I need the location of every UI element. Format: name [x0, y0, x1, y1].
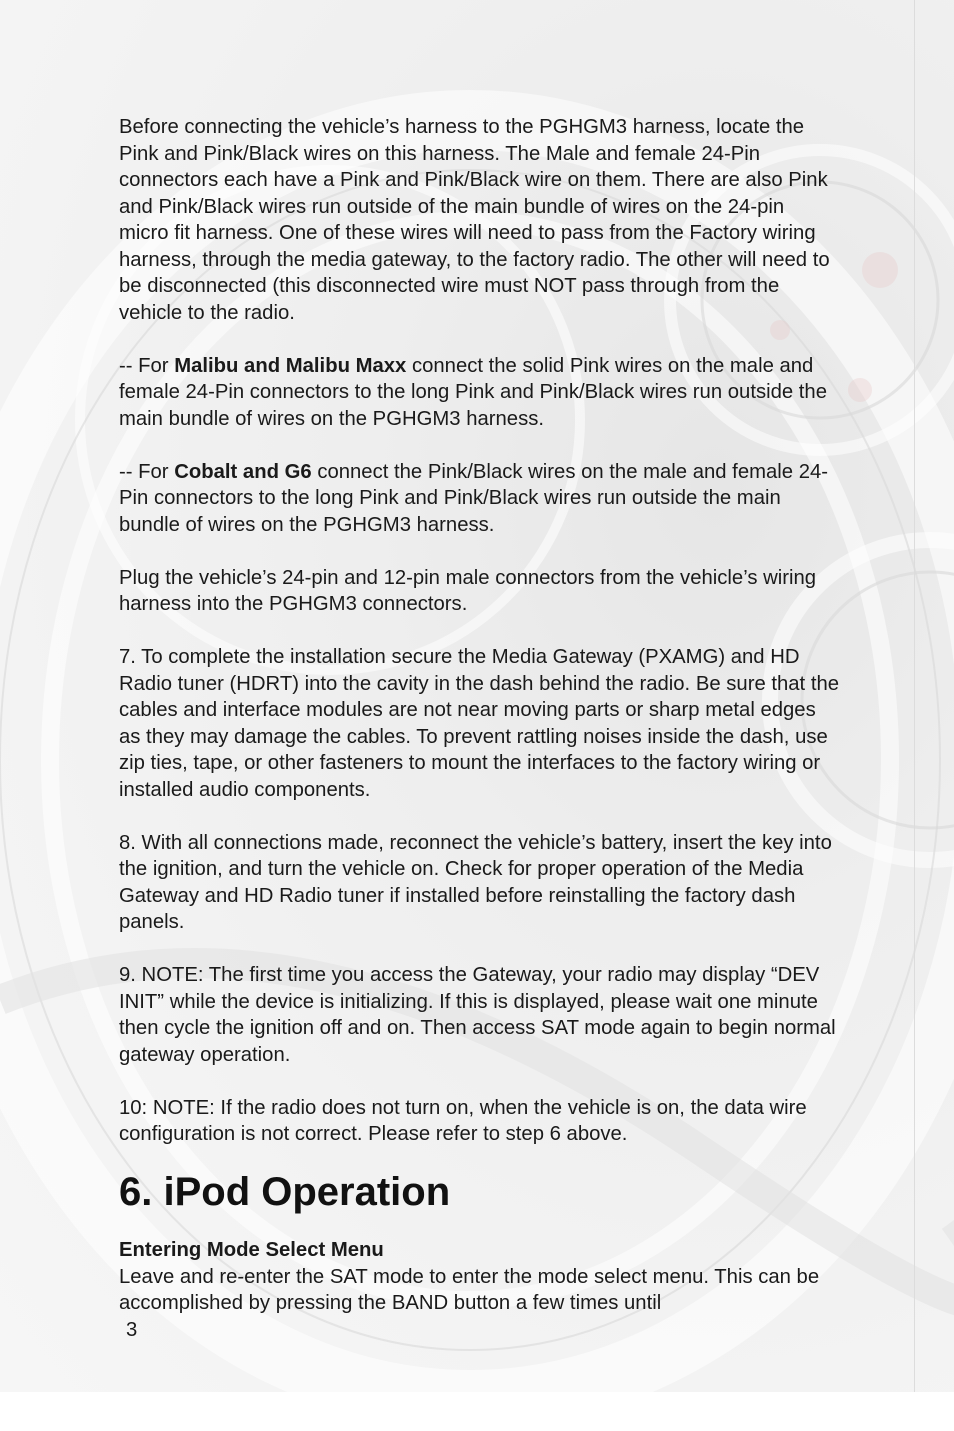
- instruction-text: [119, 114, 839, 1174]
- paragraph-cobalt-g6: -- For Cobalt and G6 connect the Pink/Black wires on the male and female 24-Pin connectors to the long Pink and Pink/Black wires run outside the main bundle of wires on the PGHGM3 harness.: [119, 460, 829, 536]
- paragraph-step-9: 9. NOTE: The first time you access the Gateway, your radio may display “DEV INIT” while the device is initializing. If this is displayed, please wait one minute then cycle the ignition off and on. Then access SAT mode again to begin normal gateway operation.: [119, 964, 836, 1066]
- section-body: [119, 1237, 839, 1317]
- paragraph-step-8: 8. With all connections made, reconnect the vehicle’s battery, insert the key into the ignition, and turn the vehicle on. Check for proper operation of the Media Gateway and HD Radio tuner if installed before reinstalling the factory dash panels.: [119, 831, 832, 933]
- page-edge-rule: [914, 0, 915, 1392]
- paragraph-step-7: 7. To complete the installation secure the Media Gateway (PXAMG) and HD Radio tuner (HDRT) into the cavity in the dash behind the radio. Be sure that the cables and interface modules are not near moving parts or sharp metal edges as they may damage the cables. To prevent rattling noises inside the dash, use zip ties, tape, or other fasteners to mount the interfaces to the factory wiring or installed audio components.: [119, 646, 840, 801]
- subheading: Entering Mode Select Menu: [119, 1239, 384, 1261]
- paragraph-malibu: -- For Malibu and Malibu Maxx connect the solid Pink wires on the male and female 24-Pin connectors to the long Pink and Pink/Black wires run outside the main bundle of wires on the PGHGM3 harness.: [119, 354, 827, 430]
- paragraph-harness-intro: Before connecting the vehicle’s harness to the PGHGM3 harness, locate the Pink and Pink/Black wires on this harness. The Male and female 24-Pin connectors each have a Pink and Pink/Black wire on them. There are also Pink and Pink/Black wires run outside of the main bundle of wires on the 24-pin micro fit harness. One of these wires will need to pass from the Factory wiring harness, through the media gateway, to the factory radio. The other will need to be disconnected (this disconnected wire must NOT pass through from the vehicle to the radio.: [119, 116, 830, 324]
- page-number: 3: [126, 1319, 138, 1341]
- paragraph-plug-connectors: Plug the vehicle’s 24-pin and 12-pin male connectors from the vehicle’s wiring harness into the PGHGM3 connectors.: [119, 566, 817, 615]
- section-title: 6. iPod Operation: [119, 1170, 451, 1214]
- section-paragraph: Leave and re-enter the SAT mode to enter the mode select menu. This can be accomplished by pressing the BAND button a few times until: [119, 1265, 820, 1314]
- paragraph-step-10: 10: NOTE: If the radio does not turn on, when the vehicle is on, the data wire configuration is not correct. Please refer to step 6 above.: [119, 1096, 807, 1145]
